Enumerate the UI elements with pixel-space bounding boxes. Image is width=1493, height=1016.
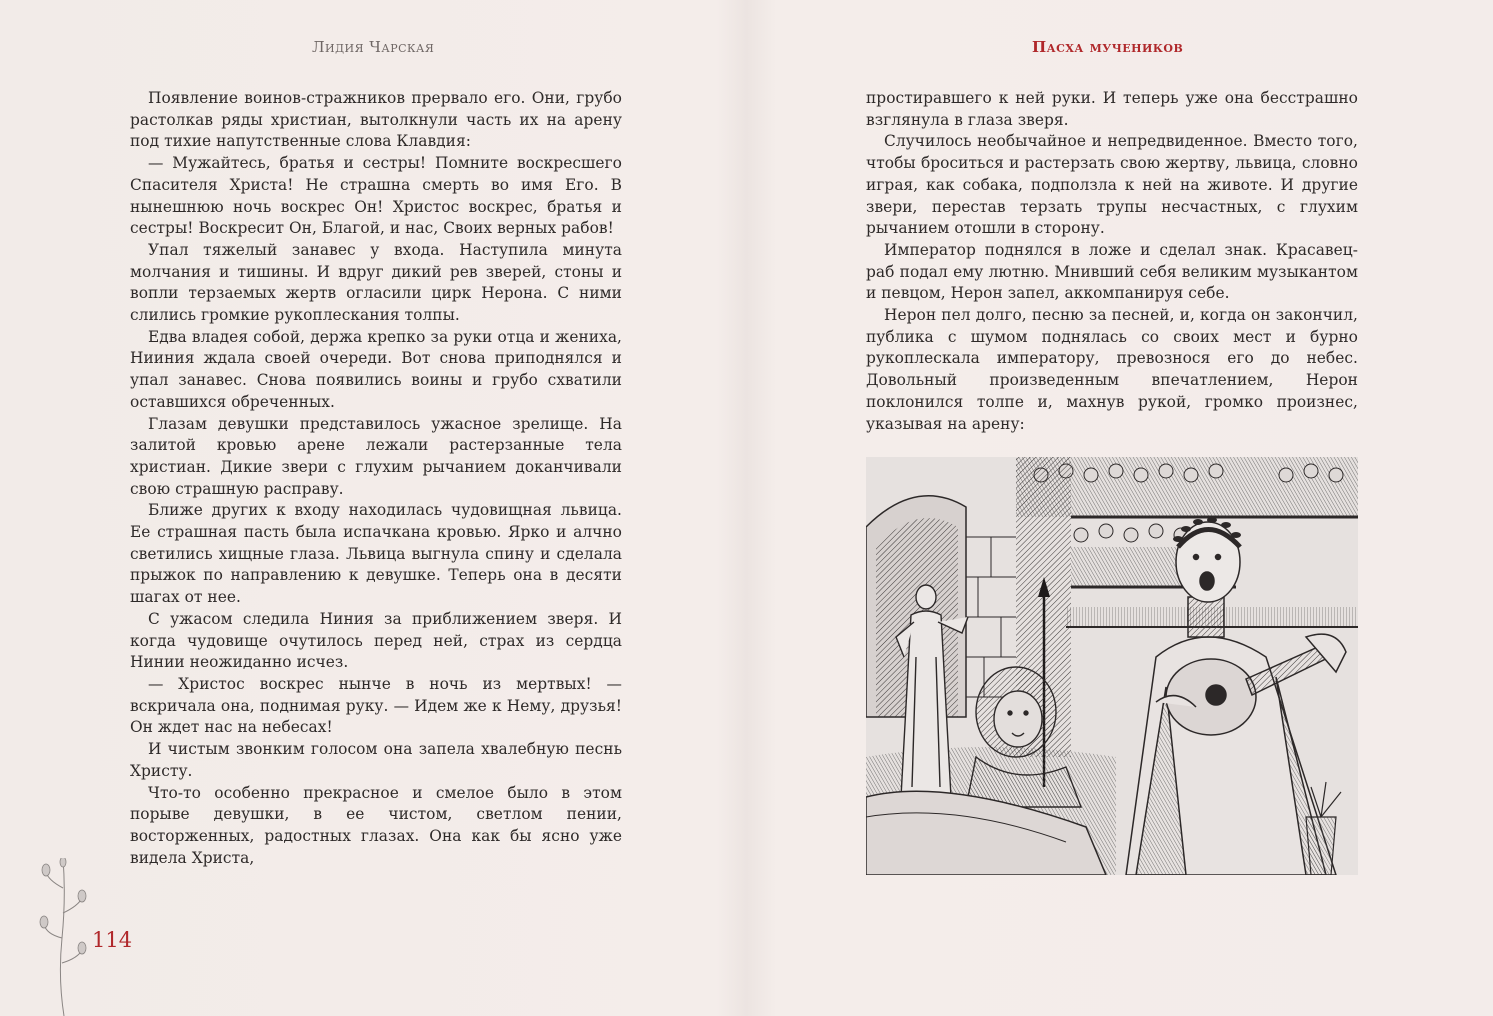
engraving-illustration <box>866 457 1358 875</box>
floral-ornament <box>38 858 88 1016</box>
paragraph: С ужасом следила Ниния за приближением зверя. И когда чудовище очутилось перед ней, страх из сердца Нинии неожиданно исчез. <box>130 609 622 672</box>
page-number: 114 <box>92 928 133 952</box>
paragraph: — Христос воскрес нынче в ночь из мертвых! — вскричала она, поднимая руку. — Идем же к Нему, друзья! Он ждет нас на небесах! <box>130 674 622 737</box>
paragraph: Упал тяжелый занавес у входа. Наступила минута молчания и тишины. И вдруг дикий рев зверей, стоны и вопли терзаемых жертв огласили цирк Нерона. С ними слились громкие рукоплескания толпы. <box>130 240 622 325</box>
paragraph: Император поднялся в ложе и сделал знак. Красавец-раб подал ему лютню. Мнивший себя великим музыкантом и певцом, Нерон запел, аккомпанируя себе. <box>866 240 1358 303</box>
right-page-text <box>866 88 1358 435</box>
running-head-title: Пасха мучеников <box>1032 38 1184 56</box>
paragraph: И чистым звонким голосом она запела хвалебную песнь Христу. <box>130 740 622 780</box>
left-page-text <box>130 88 622 869</box>
paragraph: Нерон пел долго, песню за песней, и, когда он закончил, публика с шумом поднялась со своих мест и бурно рукоплескала императору, превознося его до небес. Довольный произведенным впечатлением, Нерон поклонился толпе и, махнув рукой, громко произнес, указывая на арену: <box>866 306 1358 433</box>
running-head-author: Лидия Чарская <box>312 38 435 56</box>
paragraph-continuation: простиравшего к ней руки. И теперь уже она бесстрашно взглянула в глаза зверя. <box>866 89 1358 129</box>
paragraph: Что-то особенно прекрасное и смелое было в этом порыве девушки, в ее чистом, светлом пении, восторженных, радостных глазах. Она как бы ясно уже видела Христа, <box>130 783 622 867</box>
paragraph: Появление воинов-стражников прервало его. Они, грубо растолкав ряды христиан, вытолкнули часть их на арену под тихие напутственные слова Клавдия: <box>130 89 622 151</box>
paragraph: Случилось необычайное и непредвиденное. Вместо того, чтобы броситься и растерзать свою жертву, львица, словно играя, как собака, подползла к ней на животе. И другие звери, перестав терзать трупы несчастных, с глухим рычанием отошли в сторону. <box>866 132 1358 238</box>
paragraph: Глазам девушки представилось ужасное зрелище. На залитой кровью арене лежали растерзанные тела христиан. Дикие звери с глухим рычанием доканчивали свою страшную расправу. <box>130 414 622 498</box>
paragraph: Едва владея собой, держа крепко за руки отца и жениха, Нииния ждала своей очереди. Вот снова приподнялся и упал занавес. Снова появились воины и грубо схватили оставшихся обреченных. <box>130 327 622 411</box>
paragraph: Ближе других к входу находилась чудовищная львица. Ее страшная пасть была испачкана кровью. Ярко и алчно светились хищные глаза. Львица выгнула спину и сделала прыжок по направлению к девушке. Теперь она в десяти шагах от нее. <box>130 501 622 607</box>
paragraph: — Мужайтесь, братья и сестры! Помните воскресшего Спасителя Христа! Не страшна смерть во имя Его. В нынешнюю ночь воскрес Он! Христос воскрес, братья и сестры! Воскресит Он, Благой, и нас, Своих верных рабов! <box>130 154 622 238</box>
